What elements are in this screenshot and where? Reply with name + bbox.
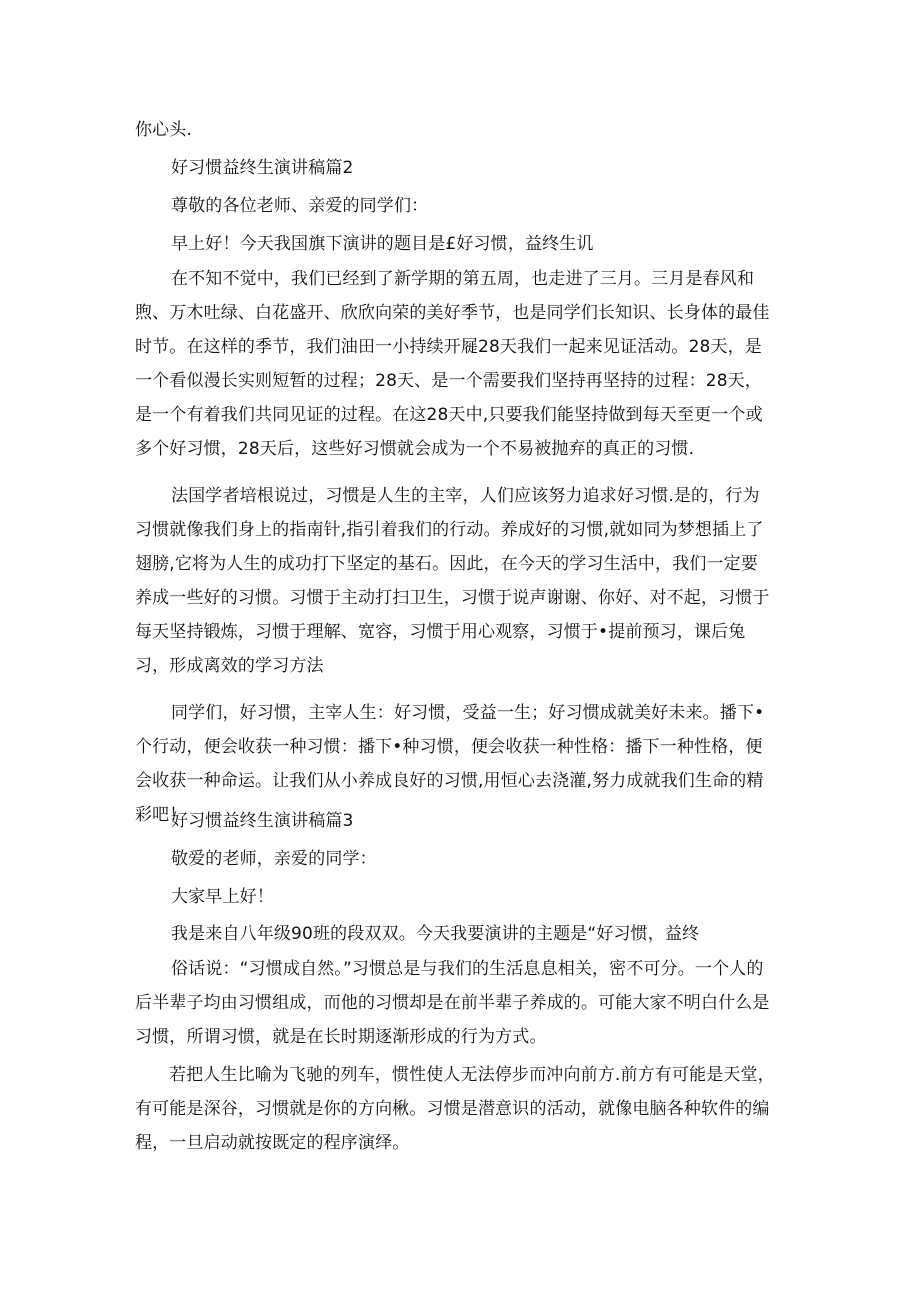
body-paragraph: 在不知不觉中，我们已经到了新学期的第五周，也走进了三月。三月是春风和煦、万木吐绿、白花盛开、欣欣向荣的美好季节，也是同学们长知识、长身体的最佳时节。在这样的季节，我们油田一小持续开屣28天我们一起来见证活动。28天，是一个看似漫长实则短暂的过程；28天、是一个需要我们坚持再坚持的过程：28天，是一个有着我们共同见证的过程。在这28天中,只要我们能坚持做到每天至更一个或多个好习惯，28天后，这些好习惯就会成为一个不易被抛弃的真正的习惯. <box>135 269 770 459</box>
body-paragraph: 我是来自八年级90班的段双双。今天我要演讲的主题是“好习惯，益终 <box>171 924 700 944</box>
body-paragraph: 法国学者培根说过，习惯是人生的主宰，人们应该努力追求好习惯.是的，行为习惯就像我们身上的指南针,指引着我们的行动。养成好的习惯,就如同为梦想插上了翅膀,它将为人生的成功打下坚定的基石。因此，在今天的学习生活中，我们一定要养成一些好的习惯。习惯于主动打扫卫生，习惯于说声谢谢、你好、对不起，习惯于每天坚持锻炼，习惯于理解、宽容，习惯于用心观察，习惯于•提前预习，课后兔习，形成离效的学习方法 <box>135 486 770 676</box>
section-heading-2: 好习惯益终生演讲稿篇2 <box>171 158 354 178</box>
salutation: 敬爱的老师，亲爱的同学： <box>171 849 377 869</box>
section-heading-3: 好习惯益终生演讲稿篇3 <box>171 811 354 831</box>
greeting: 早上好！今天我国旗下演讲的题目是£好习惯，益终生讥 <box>171 234 594 254</box>
paragraph-fragment: 你心头. <box>135 120 193 140</box>
greeting: 大家早上好！ <box>171 887 274 907</box>
body-paragraph: 同学们，好习惯，主宰人生：好习惯，受益一生；好习惯成就美好未来。播下•个行动，便会收获一种习惯：播下•种习惯，便会收获一种性格：播下一种性格，便会收获一种命运。让我们从小养成良好的习惯,用恒心去浇灌,努力成就我们生命的精彩吧！ <box>135 703 765 825</box>
salutation: 尊敬的各位老师、亲爱的同学们： <box>171 196 429 216</box>
body-paragraph: 俗话说：“习惯成自然。”习惯总是与我们的生活息息相关，密不可分。一个人的后半辈子均由习惯组成，而他的习惯却是在前半辈子养成的。可能大家不明白什么是习惯，所谓习惯，就是在长时期逐渐形成的行为方式。 <box>135 959 770 1047</box>
body-paragraph: 若把人生比喻为飞驰的列车，惯性使人无法停步而冲向前方.前方有可能是天堂，有可能是深谷，习惯就是你的方向楸。习惯是潜意识的活动，就像电脑各种软件的编程，一旦启动就按既定的程序演绎。 <box>135 1065 775 1153</box>
